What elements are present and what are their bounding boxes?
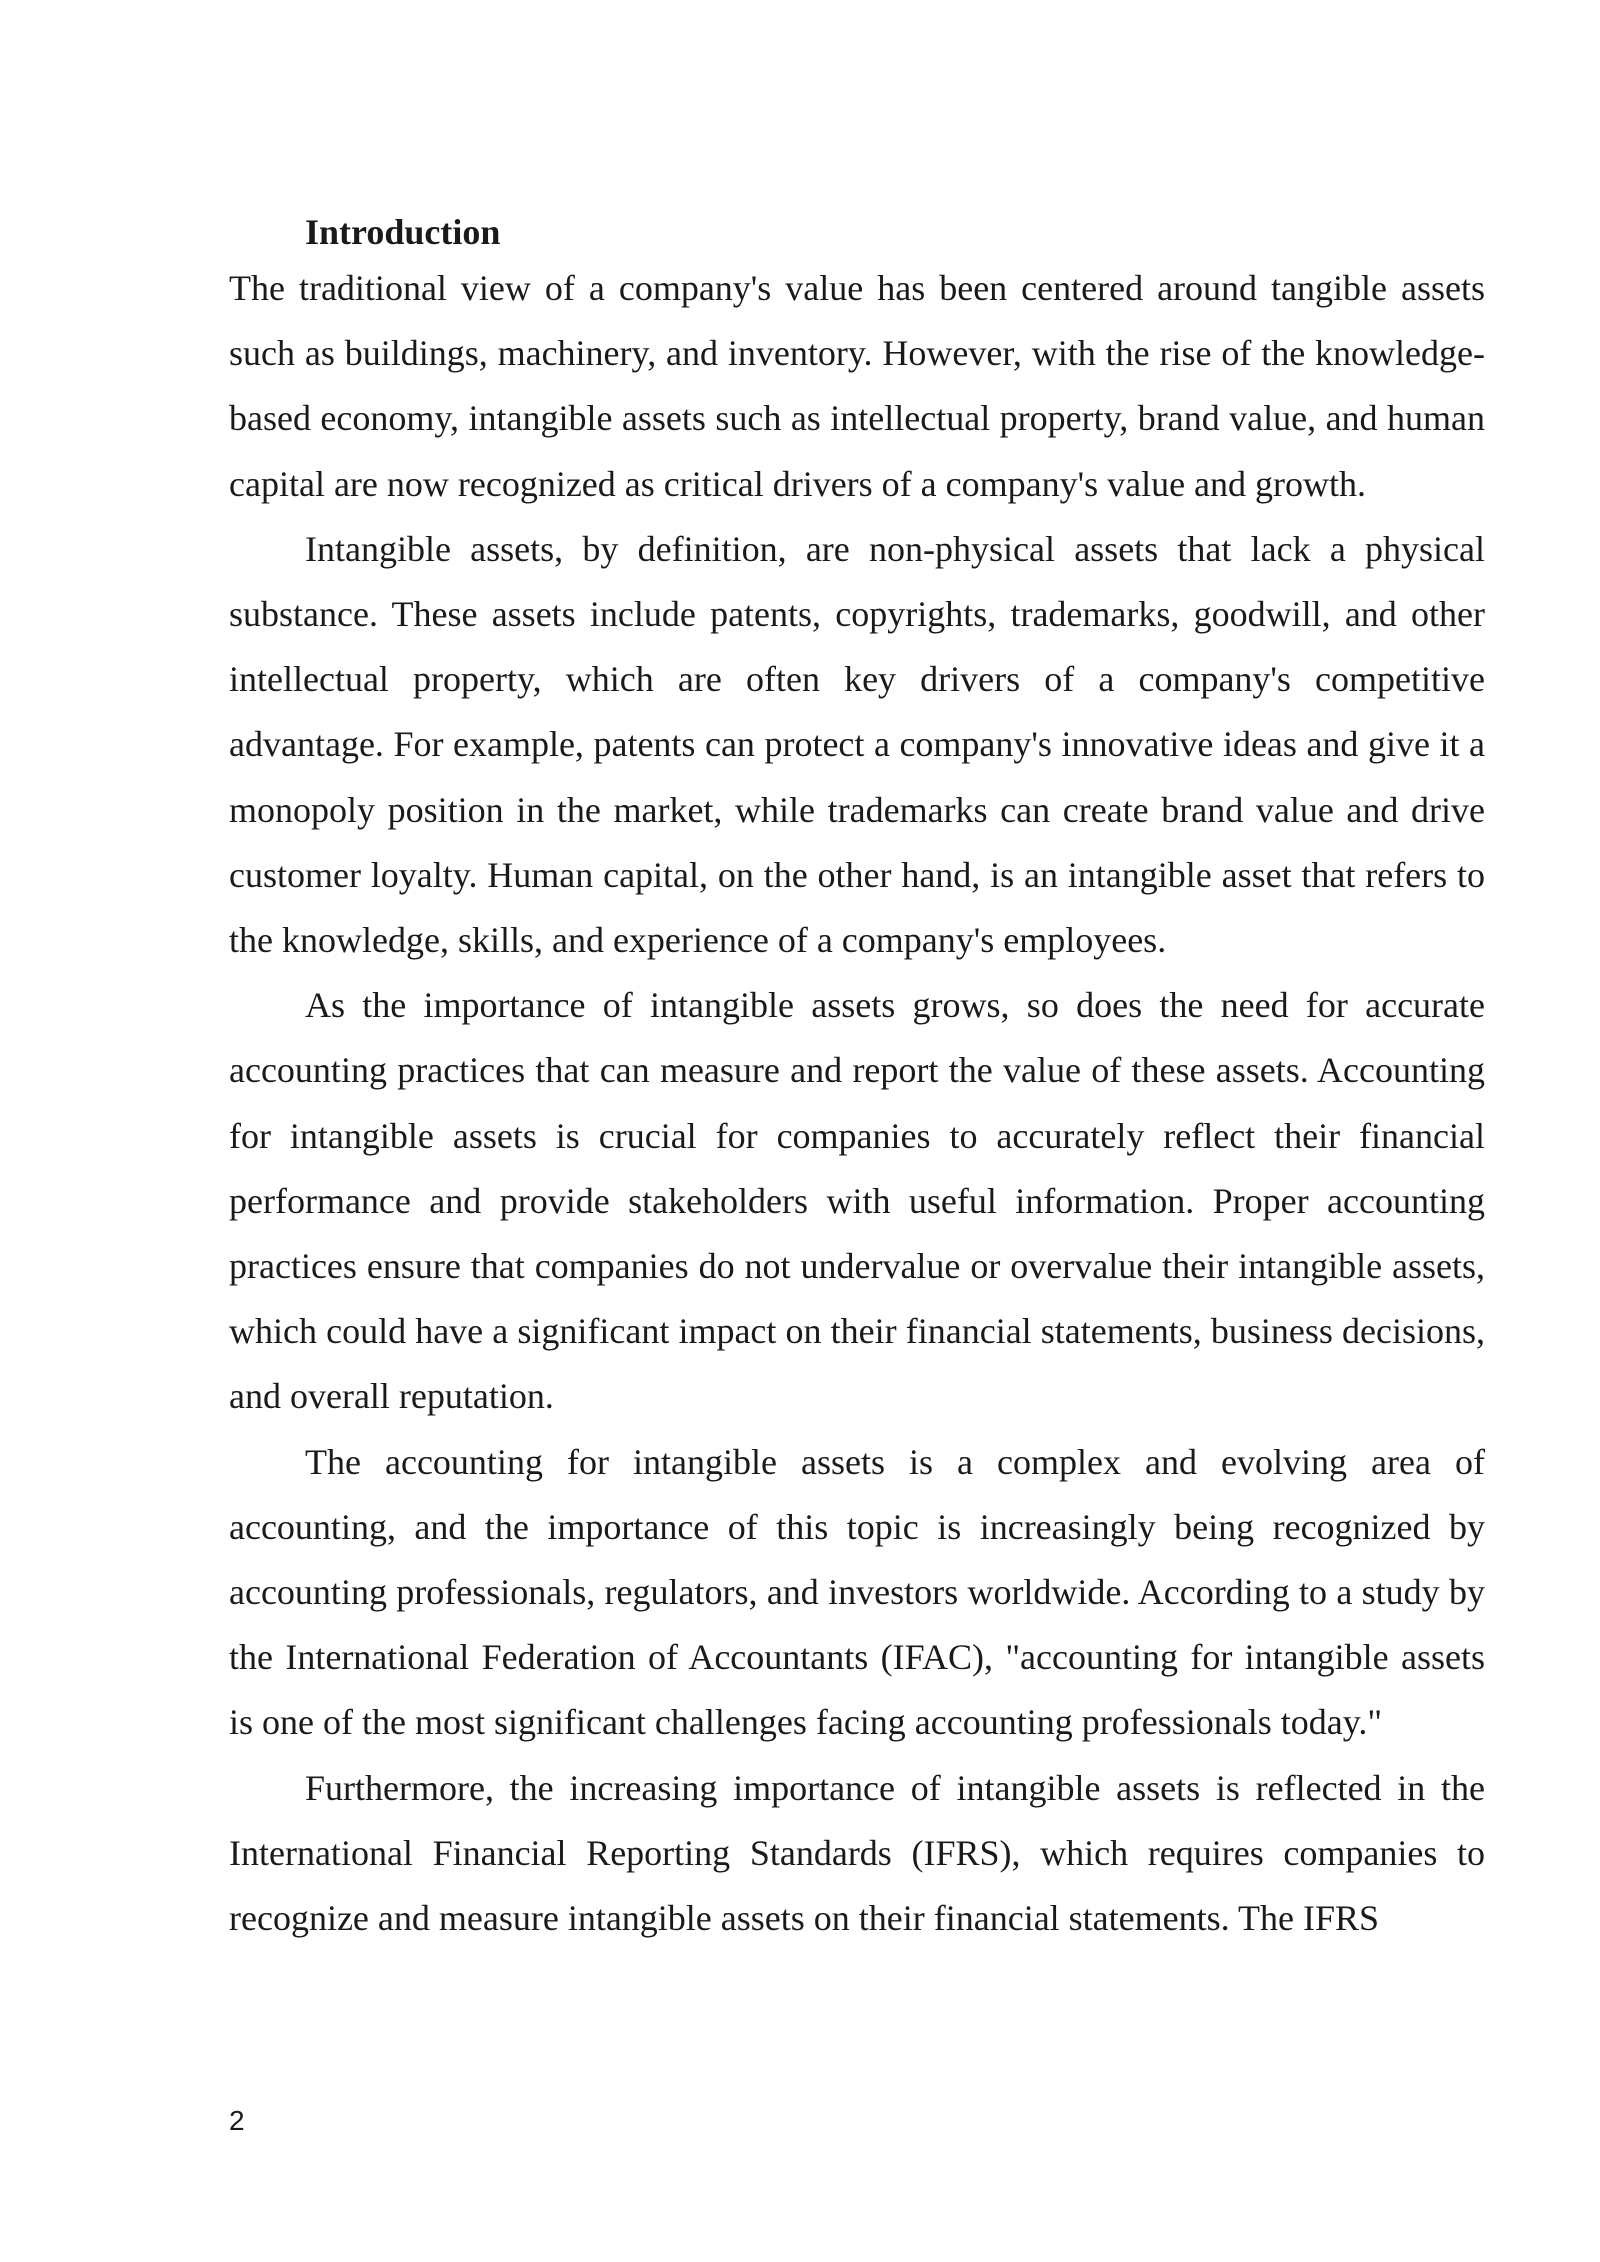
- paragraph-1: The traditional view of a company's value has been centered around tangible assets such as buildings, machinery, and inventory. However, with the rise of the knowledge-based economy, intangible assets such as intellectual property, brand value, and human capital are now recognized as critical drivers of a company's value and growth.: [229, 268, 1485, 504]
- section-heading: Introduction: [305, 212, 501, 252]
- paragraph-3: As the importance of intangible assets grows, so does the need for accurate accounting practices that can measure and report the value of these assets. Accounting for intangible assets is crucial for companies to accurately reflect their financial performance and provide stakeholders with useful information. Proper accounting practices ensure that companies do not undervalue or overvalue their intangible assets, which could have a significant impact on their financial statements, business decisions, and overall reputation.: [229, 985, 1485, 1417]
- page-number: 2: [229, 2105, 245, 2136]
- paragraph-5: Furthermore, the increasing importance of intangible assets is reflected in the International Financial Reporting Standards (IFRS), which requires companies to recognize and measure intangible assets on their financial statements. The IFRS: [229, 1767, 1485, 1939]
- paragraph-2: Intangible assets, by definition, are non-physical assets that lack a physical substance. These assets include patents, copyrights, trademarks, goodwill, and other intellectual property, which are often key drivers of a company's competitive advantage. For example, patents can protect a company's innovative ideas and give it a monopoly position in the market, while trademarks can create brand value and drive customer loyalty. Human capital, on the other hand, is an intangible asset that refers to the knowledge, skills, and experience of a company's employees.: [229, 528, 1485, 961]
- paragraph-4: The accounting for intangible assets is a complex and evolving area of accounting, and the importance of this topic is increasingly being recognized by accounting professionals, regulators, and investors worldwide. According to a study by the International Federation of Accountants (IFAC), "accounting for intangible assets is one of the most significant challenges facing accounting professionals today.": [229, 1441, 1485, 1743]
- page-content: [229, 208, 1485, 1951]
